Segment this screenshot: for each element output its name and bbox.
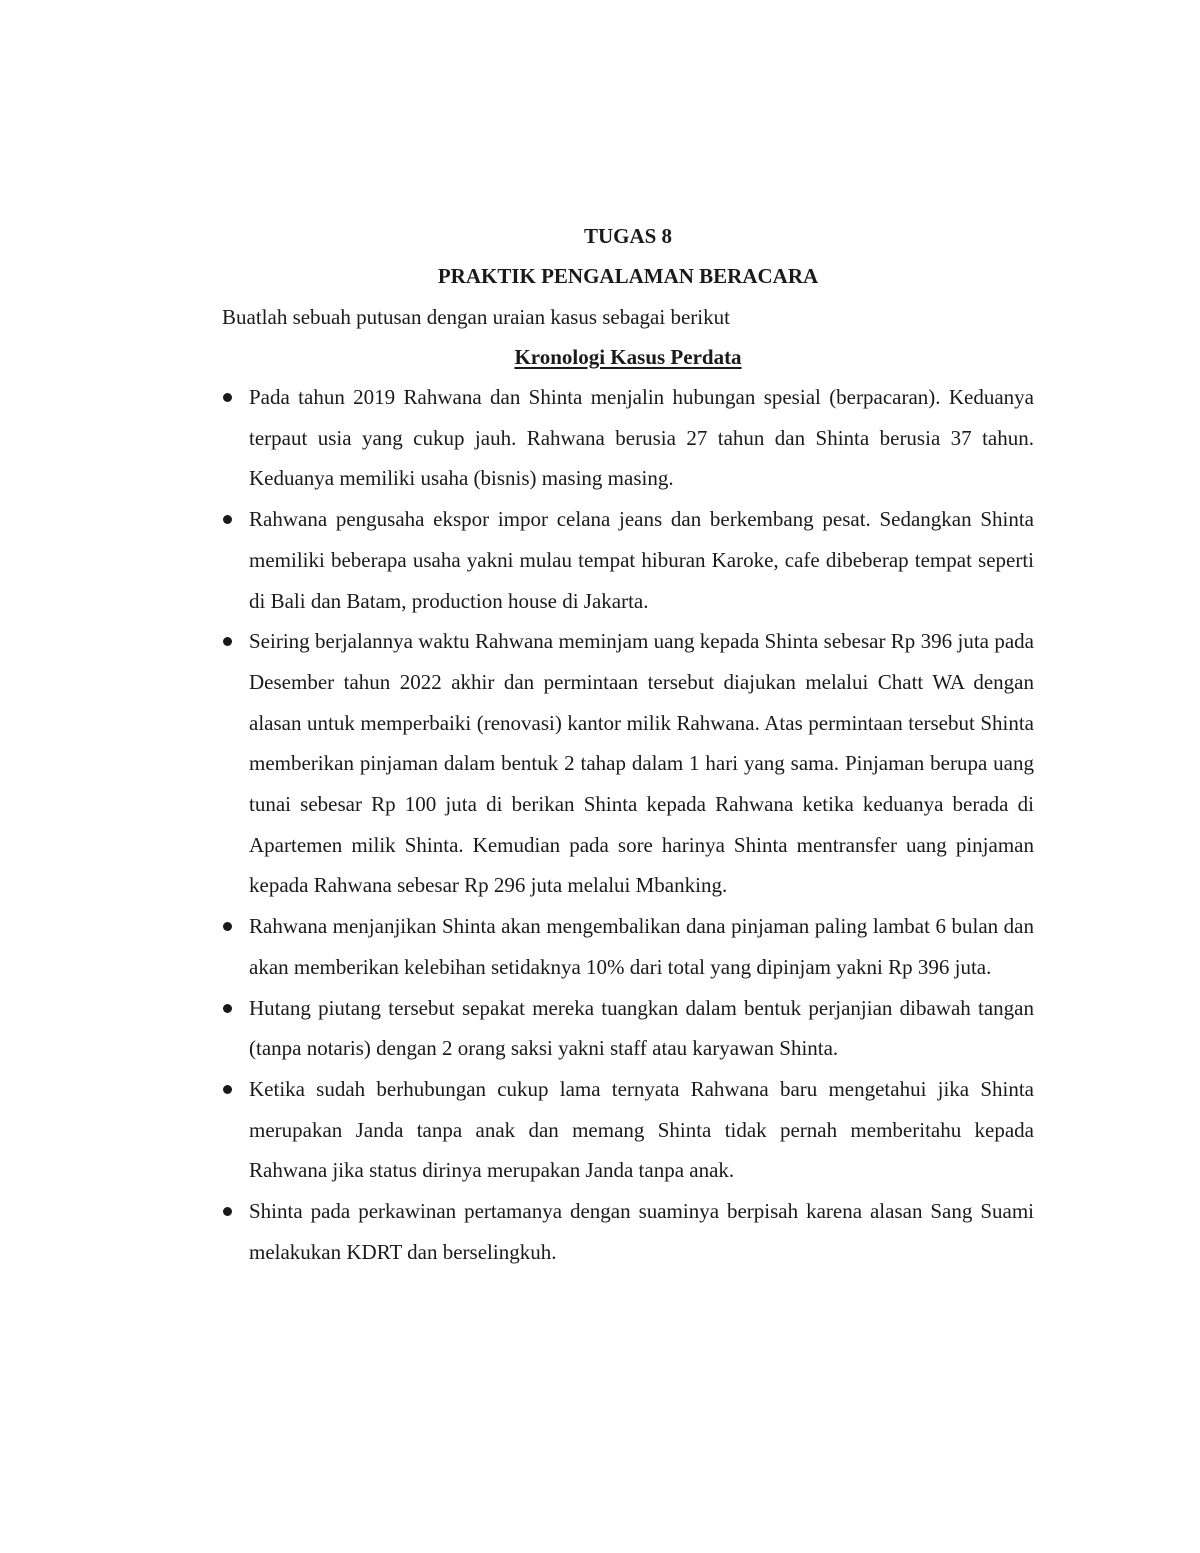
list-item-text: Rahwana menjanjikan Shinta akan mengembalikan dana pinjaman paling lambat 6 bulan dan akan memberikan kelebihan setidaknya 10% dari total yang dipinjam yakni Rp 396 juta. [249, 914, 1034, 979]
list-item [222, 499, 1034, 621]
list-item-text: Rahwana pengusaha ekspor impor celana jeans dan berkembang pesat. Sedangkan Shinta memiliki beberapa usaha yakni mulau tempat hiburan Karoke, cafe dibeberap tempat seperti di Bali dan Batam, production house di Jakarta. [249, 507, 1034, 613]
list-item-text: Ketika sudah berhubungan cukup lama ternyata Rahwana baru mengetahui jika Shinta merupakan Janda tanpa anak dan memang Shinta tidak pernah memberitahu kepada Rahwana jika status dirinya merupakan Janda tanpa anak. [249, 1076, 1034, 1183]
list-item-text: Seiring berjalannya waktu Rahwana meminjam uang kepada Shinta sebesar Rp 396 juta pada Desember tahun 2022 akhir dan permintaan tersebut diajukan melalui Chatt WA dengan alasan untuk memperbaiki (renovasi) kantor milik Rahwana. Atas permintaan tersebut Shinta memberikan pinjaman dalam bentuk 2 tahap dalam 1 hari yang sama. Pinjaman berupa uang tunai sebesar Rp 100 juta di berikan Shinta kepada Rahwana ketika keduanya berada di Apartemen milik Shinta. Kemudian pada sore harinya Shinta mentransfer uang pinjaman kepada Rahwana sebesar Rp 296 juta melalui Mbanking. [249, 629, 1034, 898]
list-item [222, 621, 1034, 906]
list-item [222, 1069, 1034, 1191]
bullet-icon [223, 922, 232, 931]
section-heading: Kronologi Kasus Perdata [514, 345, 742, 369]
list-item [222, 377, 1034, 499]
bullet-icon [223, 515, 232, 524]
document-subtitle: PRAKTIK PENGALAMAN BERACARA [437, 264, 819, 288]
list-item [222, 988, 1034, 1069]
bullet-icon [223, 1085, 232, 1094]
intro-text: Buatlah sebuah putusan dengan uraian kasus sebagai berikut [222, 305, 730, 329]
bullet-icon [223, 393, 232, 402]
document-title: TUGAS 8 [583, 224, 673, 248]
document-page [222, 216, 1034, 1272]
list-item [222, 1191, 1034, 1272]
list-item [222, 906, 1034, 987]
list-item-text: Hutang piutang tersebut sepakat mereka tuangkan dalam bentuk perjanjian dibawah tangan (tanpa notaris) dengan 2 orang saksi yakni staff atau karyawan Shinta. [249, 995, 1034, 1061]
bullet-icon [223, 1207, 232, 1216]
list-item-text: Pada tahun 2019 Rahwana dan Shinta menjalin hubungan spesial (berpacaran). Keduanya terpaut usia yang cukup jauh. Rahwana berusia 27 tahun dan Shinta berusia 37 tahun. Keduanya memiliki usaha (bisnis) masing masing. [249, 385, 1034, 491]
chronology-list [222, 377, 1034, 1272]
bullet-icon [223, 637, 232, 646]
list-item-text: Shinta pada perkawinan pertamanya dengan suaminya berpisah karena alasan Sang Suami melakukan KDRT dan berselingkuh. [249, 1199, 1034, 1264]
bullet-icon [223, 1004, 232, 1013]
